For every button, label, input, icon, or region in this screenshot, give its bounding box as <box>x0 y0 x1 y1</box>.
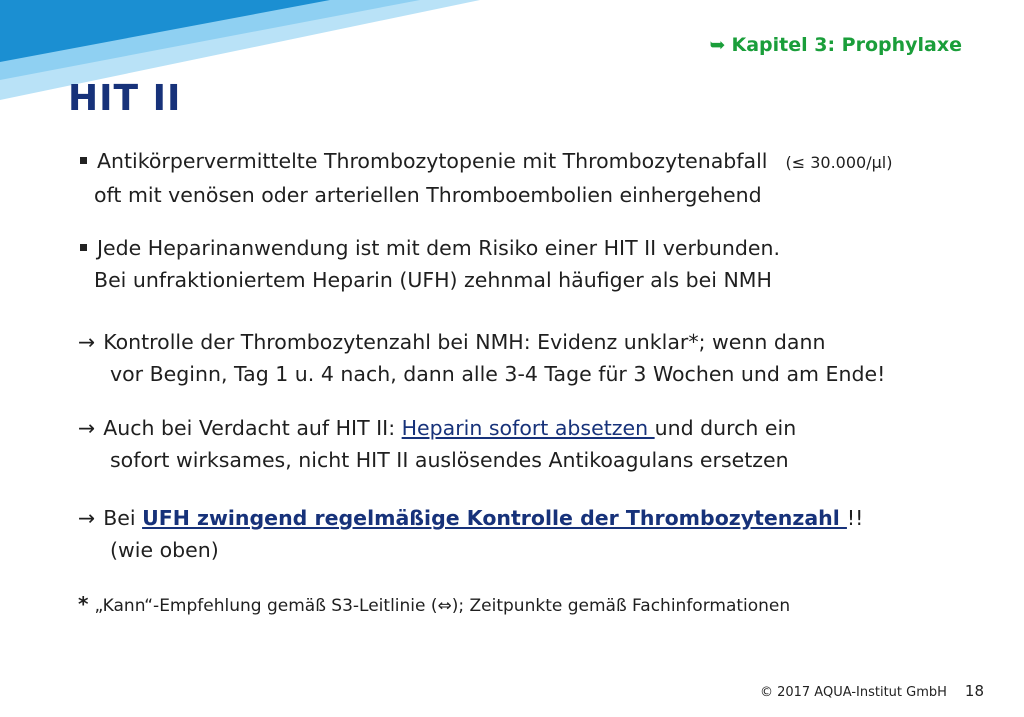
curved-arrow-icon: ➥ <box>709 34 726 56</box>
copyright: © 2017 AQUA-Institut GmbH <box>759 685 947 700</box>
right-arrow-icon: → <box>78 330 96 354</box>
bullet-item: Jede Heparinanwendung ist mit dem Risiko einer HIT II verbunden. Bei unfraktioniertem Heparin (UFH) zehnmal häufiger als bei NMH <box>78 232 780 296</box>
bullet-item: Antikörpervermittelte Thrombozytopenie mit Thrombozytenabfall (≤ 30.000/µl) oft mit venösen oder arteriellen Thromboembolien einhergehend <box>78 145 892 211</box>
ufh-control-link[interactable]: UFH zwingend regelmäßige Kontrolle der Thrombozytenzahl <box>142 506 847 530</box>
slide-footer <box>760 682 984 700</box>
footnote <box>78 592 790 616</box>
arrow-item: → Kontrolle der Thrombozytenzahl bei NMH: Evidenz unklar*; wenn dann vor Beginn, Tag 1 u. 4 nach, dann alle 3-4 Tage für 3 Wochen und am Ende! <box>78 330 886 386</box>
chapter-link[interactable] <box>710 34 962 56</box>
platelet-threshold: (≤ 30.000/µl) <box>785 153 893 172</box>
arrow-item: → Bei UFH zwingend regelmäßige Kontrolle der Thrombozytenzahl !! (wie oben) <box>78 506 864 562</box>
arrow-item: → Auch bei Verdacht auf HIT II: Heparin sofort absetzen und durch ein sofort wirksames, nicht HIT II auslösendes Antikoagulans ersetzen <box>78 416 797 472</box>
heparin-stop-link[interactable]: Heparin sofort absetzen <box>401 416 655 440</box>
right-arrow-icon: → <box>78 506 96 530</box>
chapter-label: Kapitel 3: Prophylaxe <box>731 34 962 56</box>
square-bullet-icon <box>80 157 87 164</box>
right-arrow-icon: → <box>78 416 96 440</box>
page-number: 18 <box>964 682 984 700</box>
footnote-text: „Kann“-Empfehlung gemäß S3-Leitlinie (⇔); Zeitpunkte gemäß Fachinformationen <box>94 596 791 616</box>
slide-title: HIT II <box>68 78 182 119</box>
square-bullet-icon <box>80 244 87 251</box>
footnote-star: * <box>78 592 89 616</box>
